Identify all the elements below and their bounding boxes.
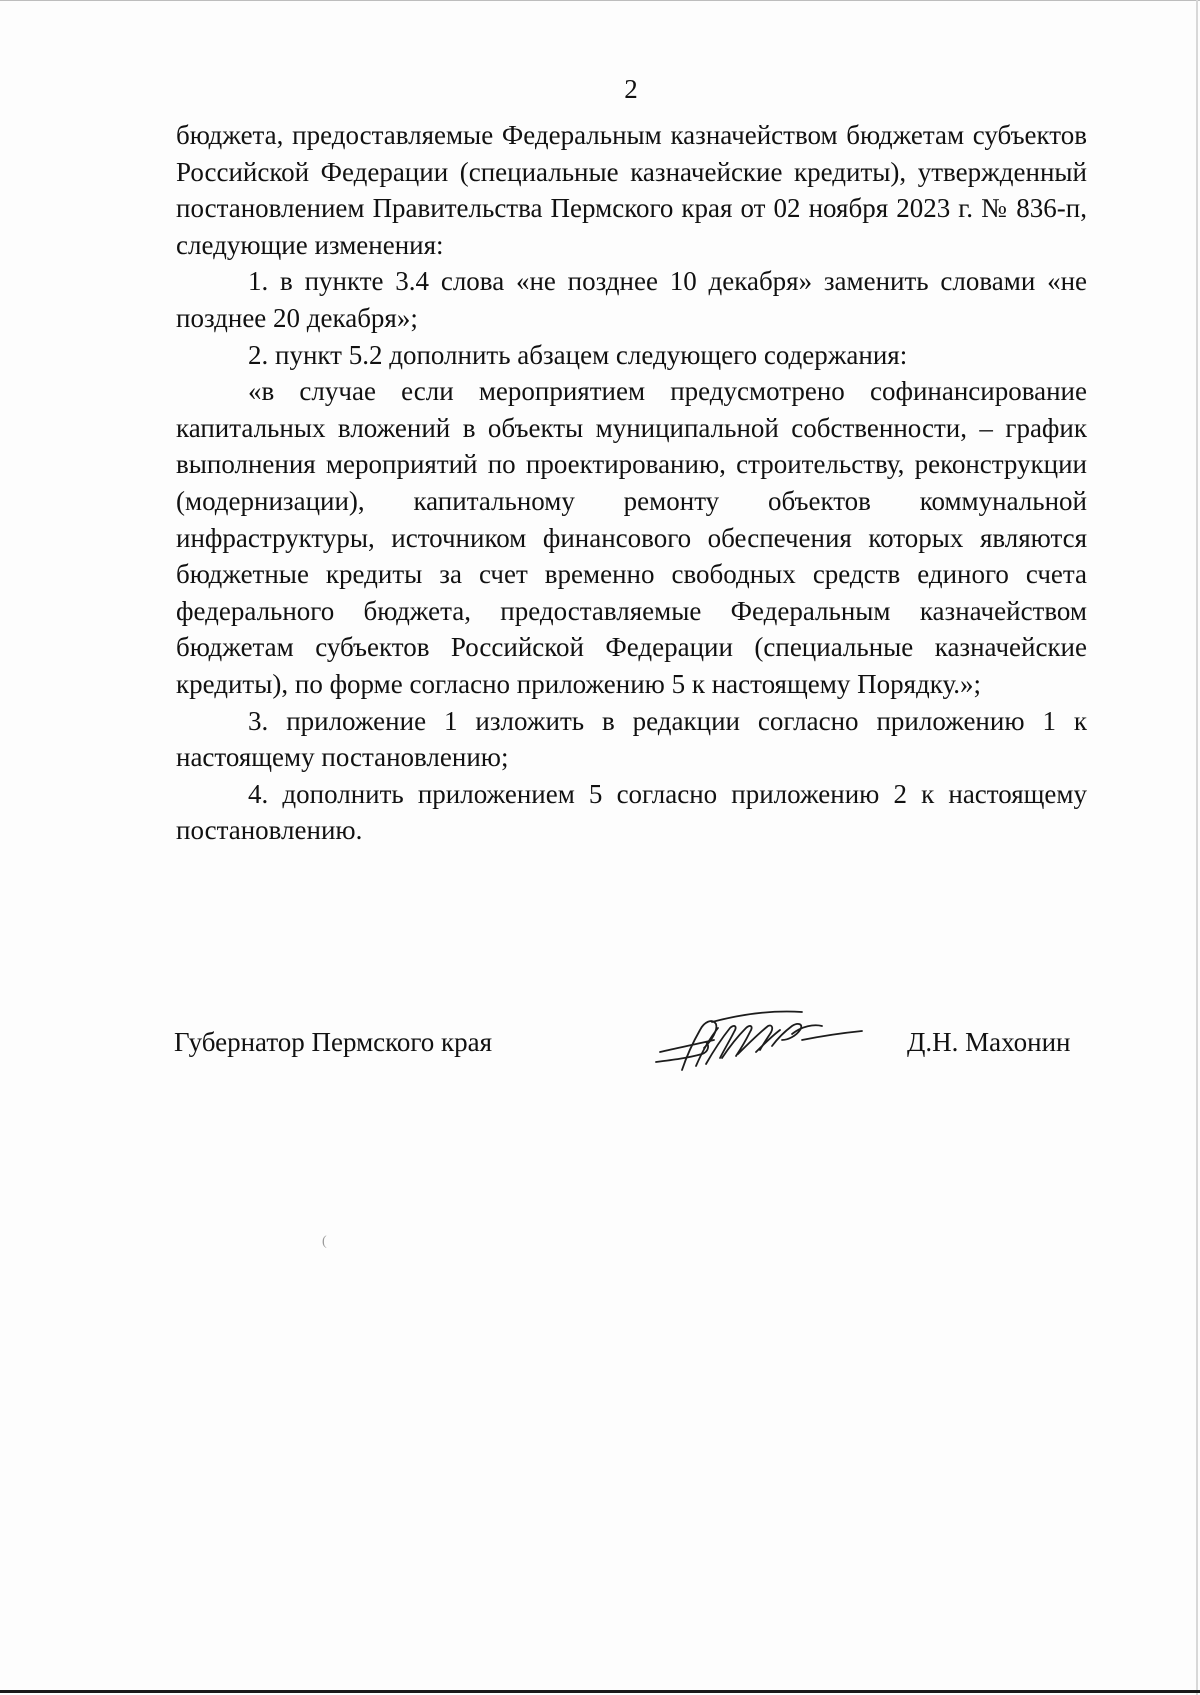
page-number: 2 xyxy=(624,74,638,104)
document-body xyxy=(176,117,1087,849)
signatory-name: Д.Н. Махонин xyxy=(907,1027,1071,1057)
scan-right-edge xyxy=(1196,0,1198,1695)
paragraph-intro-continuation: бюджета, предоставляемые Федеральным казначейством бюджетам субъектов Российской Федерации (специальные казначейские кредиты), утвержденный постановлением Правительства Пермского края от 02 ноября 2023 г. № 836-п, следующие изменения: xyxy=(176,120,1087,260)
scan-bottom-edge xyxy=(0,1690,1200,1693)
paragraph-item-2: 2. пункт 5.2 дополнить абзацем следующего содержания: xyxy=(248,339,908,370)
scan-top-edge xyxy=(0,0,1200,1)
handwritten-signature xyxy=(652,1000,867,1080)
paragraph-quoted-addition: «в случае если мероприятием предусмотрено софинансирование капитальных вложений в объекты муниципальной собственности, – график выполнения мероприятий по проектированию, строительству, реконструкции (модернизации), капитальному ремонту объектов коммунальной инфраструктуры, источником финансового обеспечения которых являются бюджетные кредиты за счет временно свободных средств единого счета федерального бюджета, предоставляемые Федеральным казначейством бюджетам субъектов Российской Федерации (специальные казначейские кредиты), по форме согласно приложению 5 к настоящему Порядку.»; xyxy=(176,376,1087,699)
paragraph-item-3: 3. приложение 1 изложить в редакции согласно приложению 1 к настоящему постановлению; xyxy=(176,705,1087,773)
paragraph-item-4: 4. дополнить приложением 5 согласно приложению 2 к настоящему постановлению. xyxy=(176,778,1087,846)
scan-speck: ( xyxy=(322,1234,327,1249)
paragraph-item-1: 1. в пункте 3.4 слова «не позднее 10 декабря» заменить словами «не позднее 20 декабря»; xyxy=(176,266,1087,333)
signatory-title: Губернатор Пермского края xyxy=(174,1027,493,1057)
